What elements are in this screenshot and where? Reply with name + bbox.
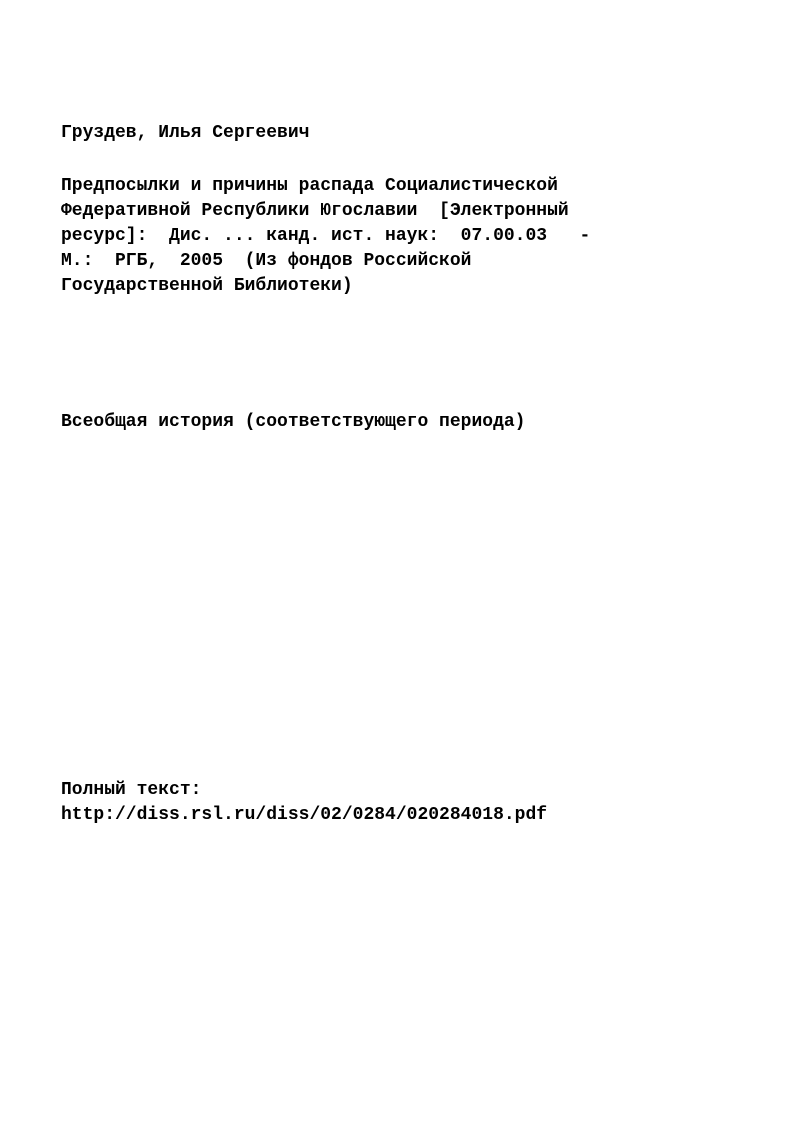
fulltext-label: Полный текст: bbox=[61, 780, 202, 800]
subject-heading: Всеобщая история (соответствующего периода) bbox=[61, 412, 526, 432]
description-line: Предпосылки и причины распада Социалистической bbox=[61, 176, 558, 196]
description-line: ресурс]: Дис. ... канд. ист. наук: 07.00.03 - bbox=[61, 226, 591, 246]
description-line: Государственной Библиотеки) bbox=[61, 276, 353, 296]
description-line: Федеративной Республики Югославии [Электронный bbox=[61, 201, 569, 221]
fulltext-url[interactable]: http://diss.rsl.ru/diss/02/0284/020284018.pdf bbox=[61, 805, 548, 825]
author-name: Груздев, Илья Сергеевич bbox=[61, 123, 310, 143]
description-line: М.: РГБ, 2005 (Из фондов Российской bbox=[61, 251, 472, 271]
